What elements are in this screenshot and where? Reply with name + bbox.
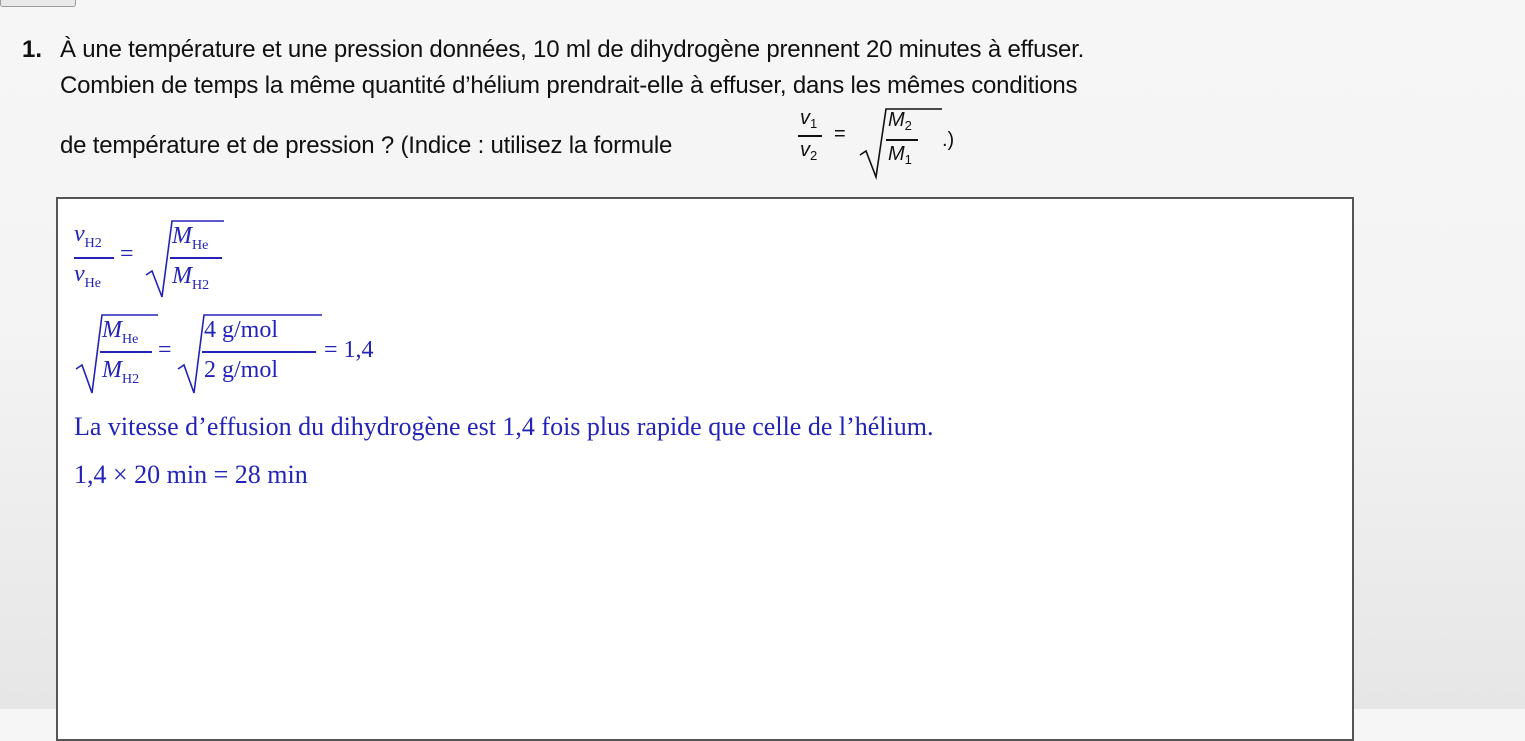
question-number: 1. bbox=[22, 36, 43, 63]
hint-root-bar bbox=[886, 139, 918, 141]
eq1-rhs-den: $M_{H2}$ bbox=[172, 263, 210, 293]
eq2-result: = 1,4 bbox=[324, 337, 374, 363]
answer-equation-2 bbox=[74, 311, 434, 397]
hint-equals: = bbox=[834, 123, 846, 145]
answer-sentence: La vitesse d’effusion du dihydrogène est 1,4 fois plus rapide que celle de l’hélium. bbox=[74, 412, 934, 441]
eq2-lhs-bar bbox=[100, 351, 152, 353]
eq1-equals: = bbox=[120, 241, 134, 267]
question-line-2: Combien de temps la même quantité d’hélium prendrait-elle à effuser, dans les mêmes conditions bbox=[60, 72, 1078, 99]
answer-box[interactable] bbox=[56, 197, 1354, 741]
hint-fraction-bar bbox=[798, 135, 822, 137]
eq2-rhs-den: 2 g/mol bbox=[204, 357, 279, 383]
eq1-lhs-num: $v_{H2}$ bbox=[74, 221, 102, 251]
eq2-equals: = bbox=[158, 337, 172, 363]
eq1-rhs-bar bbox=[170, 257, 222, 259]
eq2-rhs-num: 4 g/mol bbox=[204, 317, 279, 343]
question-line-1: À une température et une pression données, 10 ml de dihydrogène prennent 20 minutes à effuser. bbox=[60, 36, 1085, 63]
eq2-lhs-num: $M_{He}$ bbox=[102, 317, 139, 347]
hint-close-paren: .) bbox=[942, 129, 955, 151]
eq2-lhs-den: $M_{H2}$ bbox=[102, 357, 140, 387]
hint-root-den: $M_1$ bbox=[888, 143, 912, 167]
eq1-lhs-den: $v_{He}$ bbox=[74, 261, 101, 291]
answer-equation-1 bbox=[74, 221, 274, 301]
question-line-3: de température et de pression ? (Indice : utilisez la formule bbox=[60, 132, 673, 159]
eq1-lhs-bar bbox=[74, 257, 114, 259]
eq1-rhs-num: $M_{He}$ bbox=[172, 223, 209, 253]
hint-num: $v_1$ bbox=[800, 107, 818, 131]
hint-root-num: $M_2$ bbox=[888, 109, 912, 133]
answer-calculation: 1,4 × 20 min = 28 min bbox=[74, 460, 308, 489]
window-tab-edge bbox=[0, 0, 76, 7]
hint-den: $v_2$ bbox=[800, 139, 818, 163]
eq2-rhs-bar bbox=[202, 351, 316, 353]
